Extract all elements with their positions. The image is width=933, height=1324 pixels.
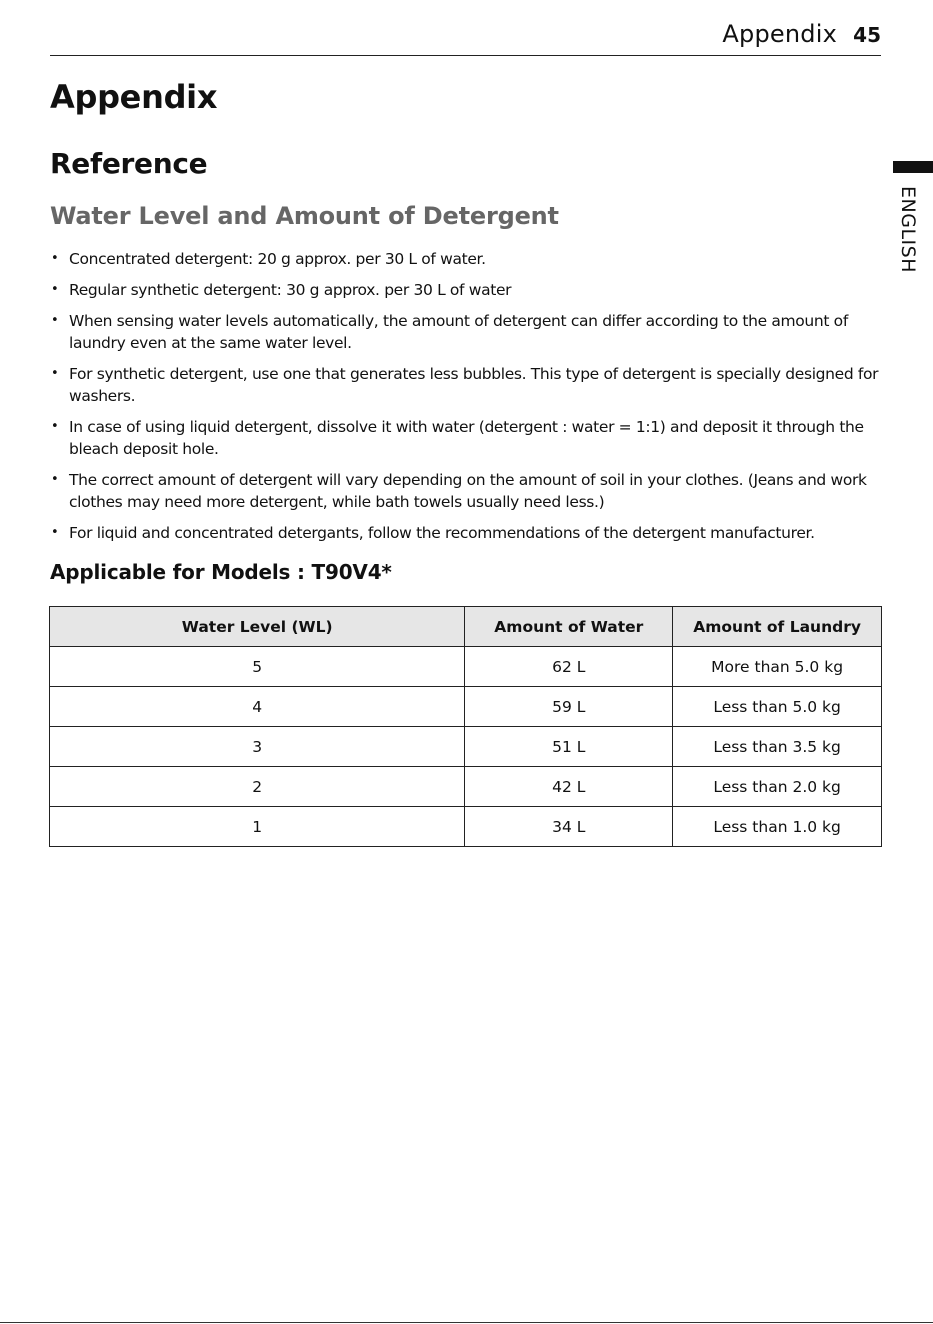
water-level-cell: 2 — [50, 767, 465, 807]
water-amount-cell: 51 L — [465, 727, 673, 767]
list-item: • In case of using liquid detergent, dissolve it with water (detergent : water = 1:1) and deposit it through the bleach deposit hole. — [50, 416, 885, 460]
section-heading: Reference — [50, 147, 208, 180]
list-item: • The correct amount of detergent will vary depending on the amount of soil in your clothes. (Jeans and work clothes may need more detergent, while bath towels usually need less.) — [50, 469, 885, 513]
water-level-cell: 5 — [50, 647, 465, 687]
water-level-cell: 4 — [50, 687, 465, 727]
table-row — [50, 807, 882, 847]
laundry-amount-cell: Less than 2.0 kg — [673, 767, 882, 807]
laundry-amount-cell: Less than 5.0 kg — [673, 687, 882, 727]
page-title: Appendix — [50, 78, 218, 116]
running-header-title: Appendix — [722, 20, 837, 48]
language-tab-label: ENGLISH — [897, 186, 919, 273]
detergent-notes-list — [50, 248, 885, 553]
table-row — [50, 687, 882, 727]
table-row — [50, 647, 882, 687]
subsection-heading: Water Level and Amount of Detergent — [50, 202, 559, 230]
list-item: • Concentrated detergent: 20 g approx. per 30 L of water. — [50, 248, 885, 270]
models-heading: Applicable for Models : T90V4* — [50, 560, 392, 584]
water-level-cell: 1 — [50, 807, 465, 847]
footer-rule — [0, 1322, 933, 1323]
water-amount-cell: 34 L — [465, 807, 673, 847]
water-amount-cell: 62 L — [465, 647, 673, 687]
column-header-amount-of-water: Amount of Water — [465, 607, 673, 647]
page-number: 45 — [853, 23, 881, 47]
list-item: • For liquid and concentrated detergants, follow the recommendations of the detergent manufacturer. — [50, 522, 885, 544]
laundry-amount-cell: Less than 3.5 kg — [673, 727, 882, 767]
table-row — [50, 727, 882, 767]
list-item: • When sensing water levels automatically, the amount of detergent can differ according to the amount of laundry even at the same water level. — [50, 310, 885, 354]
column-header-amount-of-laundry: Amount of Laundry — [673, 607, 882, 647]
list-item: • Regular synthetic detergent: 30 g approx. per 30 L of water — [50, 279, 885, 301]
water-level-cell: 3 — [50, 727, 465, 767]
language-tab-marker — [893, 161, 933, 173]
water-level-table — [49, 606, 882, 847]
list-item: • For synthetic detergent, use one that generates less bubbles. This type of detergent is specially designed for washers. — [50, 363, 885, 407]
water-amount-cell: 59 L — [465, 687, 673, 727]
table-row — [50, 767, 882, 807]
column-header-water-level: Water Level (WL) — [50, 607, 465, 647]
water-amount-cell: 42 L — [465, 767, 673, 807]
running-header — [50, 18, 881, 56]
laundry-amount-cell: More than 5.0 kg — [673, 647, 882, 687]
laundry-amount-cell: Less than 1.0 kg — [673, 807, 882, 847]
table-header-row — [50, 607, 882, 647]
